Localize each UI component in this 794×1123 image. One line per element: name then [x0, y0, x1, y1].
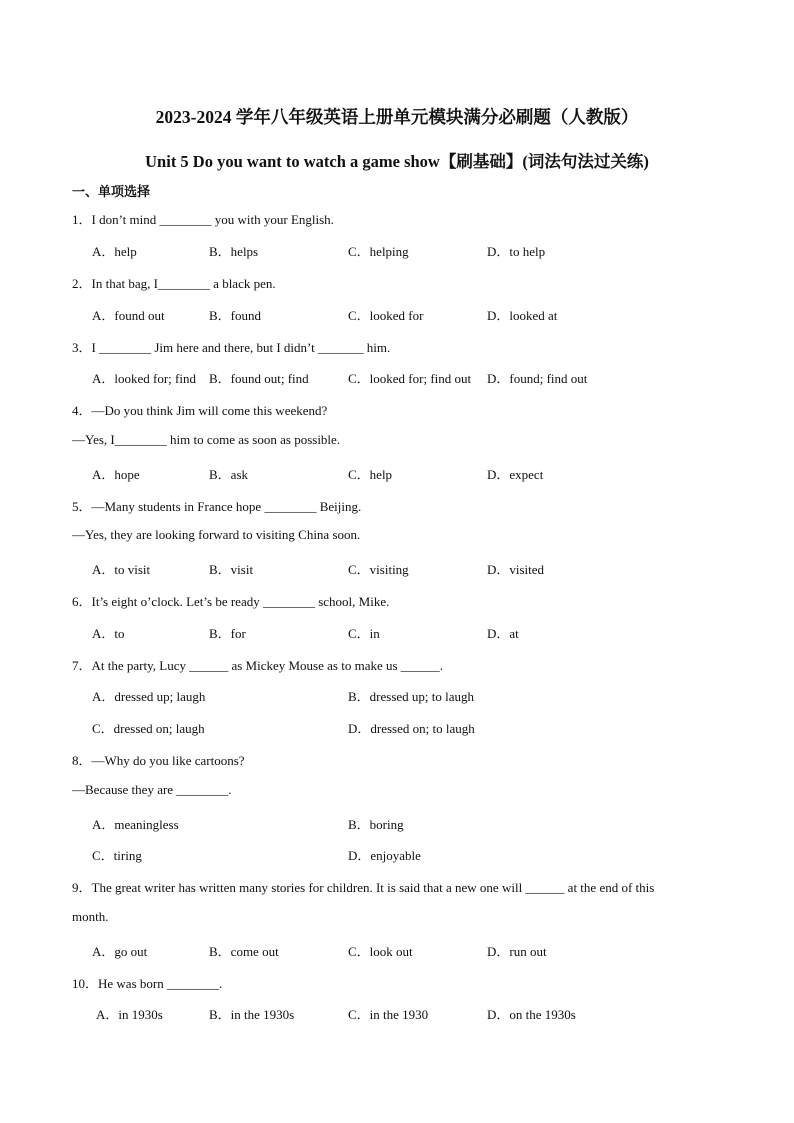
- question-7-option-c: C．dressed on; laugh: [92, 721, 205, 736]
- question-9-option-b: B．come out: [209, 944, 279, 959]
- question-3-text: 3．I ________ Jim here and there, but I didn’t _______ him.: [72, 340, 391, 355]
- question-8-text-2: —Because they are ________.: [72, 782, 232, 797]
- question-10-option-d: D．on the 1930s: [487, 1007, 576, 1022]
- question-2-option-c: C．looked for: [348, 308, 424, 323]
- question-1-option-a: A．help: [92, 244, 137, 259]
- question-2-option-b: B．found: [209, 308, 262, 323]
- question-5-option-c: C．visiting: [348, 562, 409, 577]
- question-6-option-c: C．in: [348, 626, 380, 641]
- question-5-option-b: B．visit: [209, 562, 254, 577]
- question-8-option-a: A．meaningless: [92, 817, 179, 832]
- question-5-option-d: D．visited: [487, 562, 545, 577]
- question-2-option-d: D．looked at: [487, 308, 558, 323]
- question-5-text-2: —Yes, they are looking forward to visiting China soon.: [72, 527, 361, 542]
- question-7-option-d: D．dressed on; to laugh: [348, 721, 475, 736]
- question-6-option-b: B．for: [209, 626, 246, 641]
- question-4-text-2: —Yes, I________ him to come as soon as possible.: [72, 432, 341, 447]
- question-8-text: 8．—Why do you like cartoons?: [72, 753, 245, 768]
- question-1-option-b: B．helps: [209, 244, 259, 259]
- question-4-option-c: C．help: [348, 467, 393, 482]
- question-7-option-b: B．dressed up; to laugh: [348, 689, 475, 704]
- question-9-option-d: D．run out: [487, 944, 547, 959]
- question-7-text: 7．At the party, Lucy ______ as Mickey Mouse as to make us ______.: [72, 658, 444, 673]
- question-8-option-d: D．enjoyable: [348, 848, 421, 863]
- question-10-option-b: B．in the 1930s: [209, 1007, 295, 1022]
- question-8-option-b: B．boring: [348, 817, 404, 832]
- question-6-option-d: D．at: [487, 626, 519, 641]
- question-5-text: 5．—Many students in France hope ________ Beijing.: [72, 499, 362, 514]
- question-4-option-a: A．hope: [92, 467, 140, 482]
- question-3-option-a: A．looked for; find: [92, 371, 196, 386]
- question-9-option-a: A．go out: [92, 944, 148, 959]
- question-1-option-c: C．helping: [348, 244, 409, 259]
- question-4-option-b: B．ask: [209, 467, 249, 482]
- question-10-option-c: C．in the 1930: [348, 1007, 429, 1022]
- question-4-option-d: D．expect: [487, 467, 544, 482]
- question-9-option-c: C．look out: [348, 944, 413, 959]
- question-1-option-d: D．to help: [487, 244, 546, 259]
- question-8-option-c: C．tiring: [92, 848, 142, 863]
- document-title: 2023-2024 学年八年级英语上册单元模块满分必刷题（人教版）: [155, 107, 639, 127]
- question-9-text: 9．The great writer has written many stories for children. It is said that a new one will ______ at the end of this: [72, 880, 655, 895]
- question-9-text-2: month.: [72, 909, 109, 924]
- question-10-option-a: A．in 1930s: [96, 1007, 163, 1022]
- question-2-option-a: A．found out: [92, 308, 165, 323]
- section-heading: 一、单项选择: [72, 185, 151, 200]
- question-1-text: 1．I don’t mind ________ you with your English.: [72, 212, 334, 227]
- question-6-option-a: A．to: [92, 626, 125, 641]
- question-2-text: 2．In that bag, I________ a black pen.: [72, 276, 276, 291]
- question-10-text: 10．He was born ________.: [72, 976, 223, 991]
- question-4-text: 4．—Do you think Jim will come this weekend?: [72, 403, 328, 418]
- question-7-option-a: A．dressed up; laugh: [92, 689, 206, 704]
- question-3-option-c: C．looked for; find out: [348, 371, 472, 386]
- question-6-text: 6．It’s eight o’clock. Let’s be ready ________ school, Mike.: [72, 594, 390, 609]
- question-3-option-b: B．found out; find: [209, 371, 309, 386]
- document-subtitle: Unit 5 Do you want to watch a game show【刷基础】(词法句法过关练): [145, 152, 649, 171]
- question-3-option-d: D．found; find out: [487, 371, 588, 386]
- question-5-option-a: A．to visit: [92, 562, 151, 577]
